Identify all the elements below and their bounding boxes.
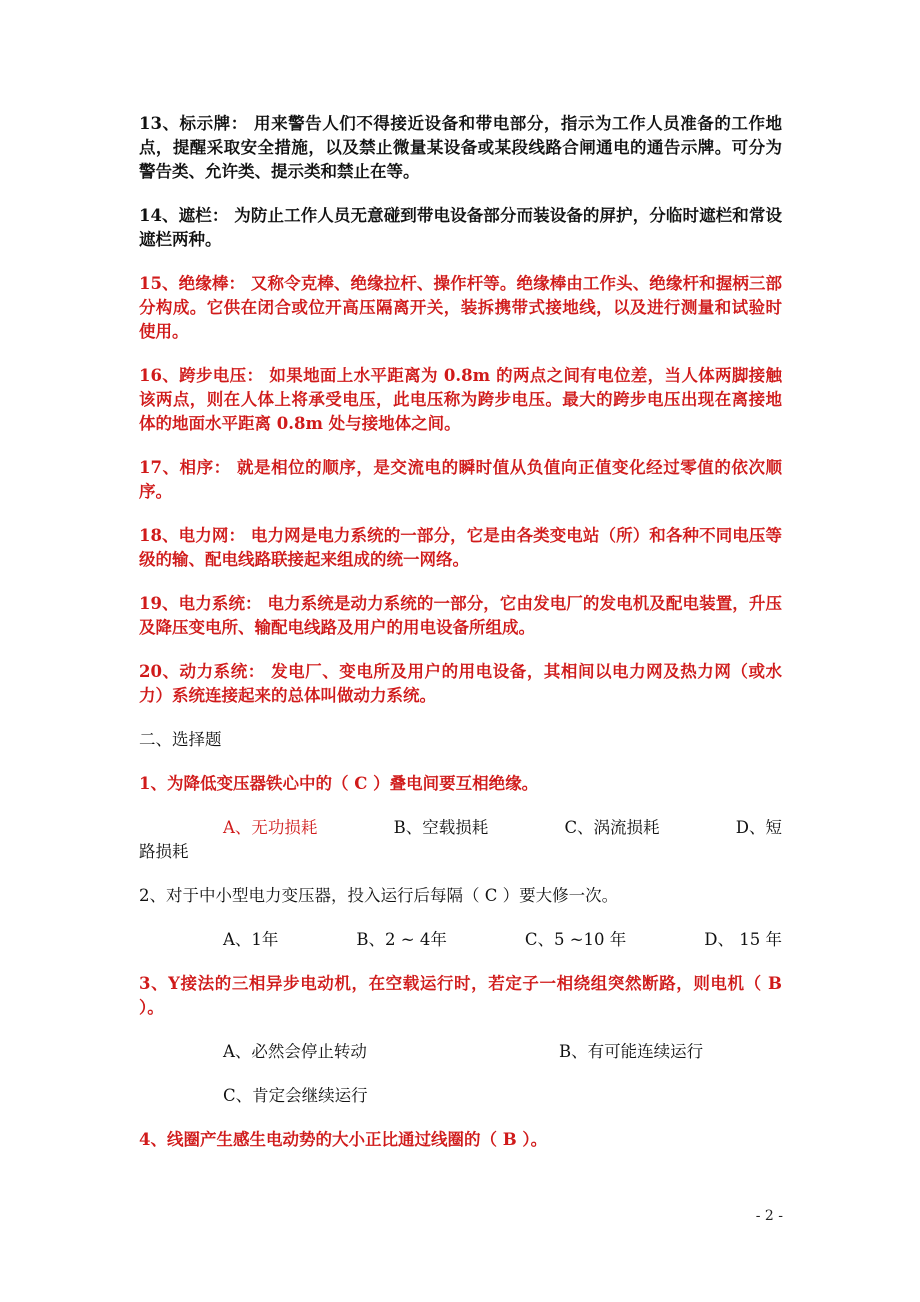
document-page	[139, 112, 782, 1172]
definition-17: 17、相序： 就是相位的顺序，是交流电的瞬时值从负值向正值变化经过零值的依次顺序。	[139, 458, 782, 501]
definition-20: 20、动力系统： 发电厂、变电所及用户的用电设备，其相间以电力网及热力网（或水力）系统连接起来的总体叫做动力系统。	[139, 662, 782, 705]
option-b: B、2 ~ 4年	[356, 930, 447, 949]
option-c: C、涡流损耗	[564, 818, 660, 837]
question-2-options	[139, 928, 782, 952]
option-b: B、有可能连续运行	[559, 1042, 704, 1061]
question-2-stem: 2、对于中小型电力变压器，投入运行后每隔（ C ）要大修一次。	[139, 886, 619, 905]
section-heading: 二、选择题	[139, 730, 222, 749]
option-c: C、肯定会继续运行	[223, 1086, 368, 1105]
question-1-option-wrap: 路损耗	[139, 842, 189, 861]
option-a: A、1年	[223, 930, 279, 949]
definition-18: 18、电力网： 电力网是电力系统的一部分，它是由各类变电站（所）和各种不同电压等级的输、配电线路联接起来组成的统一网络。	[139, 526, 782, 569]
definition-16: 16、跨步电压： 如果地面上水平距离为 0.8m 的两点之间有电位差，当人体两脚接触该两点，则在人体上将承受电压，此电压称为跨步电压。最大的跨步电压出现在离接地体的地面水平距离 0.8m 处与接地体之间。	[139, 366, 782, 433]
option-c: C、5 ~10 年	[524, 930, 627, 949]
question-1-options	[139, 816, 782, 840]
definition-15: 15、绝缘棒： 又称令克棒、绝缘拉杆、操作杆等。绝缘棒由工作头、绝缘杆和握柄三部分构成。它供在闭合或位开高压隔离开关，装拆携带式接地线，以及进行测量和试验时使用。	[139, 274, 782, 341]
page-number: - 2 -	[755, 1208, 783, 1224]
option-b: B、空载损耗	[393, 818, 489, 837]
question-3-options-row2	[139, 1084, 782, 1108]
definition-14: 14、遮栏： 为防止工作人员无意碰到带电设备部分而装设备的屏护，分临时遮栏和常设遮栏两种。	[139, 206, 782, 249]
option-a: A、必然会停止转动	[223, 1042, 367, 1061]
definition-13: 13、标示牌： 用来警告人们不得接近设备和带电部分，指示为工作人员准备的工作地点，提醒采取安全措施，以及禁止微量某设备或某段线路合闸通电的通告示牌。可分为警告类、允许类、提示类和禁止在等。	[139, 114, 782, 181]
definition-19: 19、电力系统： 电力系统是动力系统的一部分，它由发电厂的发电机及配电装置，升压及降压变电所、输配电线路及用户的用电设备所组成。	[139, 594, 782, 637]
question-1-stem: 1、为降低变压器铁心中的（ C ）叠电间要互相绝缘。	[139, 774, 539, 793]
option-d: D、短	[735, 818, 782, 837]
question-3-stem: 3、Y接法的三相异步电动机，在空载运行时，若定子一相绕组突然断路，则电机（ B ）。	[139, 974, 782, 1017]
option-a: A、无功损耗	[223, 818, 318, 837]
question-3-options-row1	[139, 1040, 782, 1064]
question-4-stem: 4、线圈产生感生电动势的大小正比通过线圈的（ B ）。	[139, 1130, 548, 1149]
option-d: D、 15 年	[704, 930, 782, 949]
